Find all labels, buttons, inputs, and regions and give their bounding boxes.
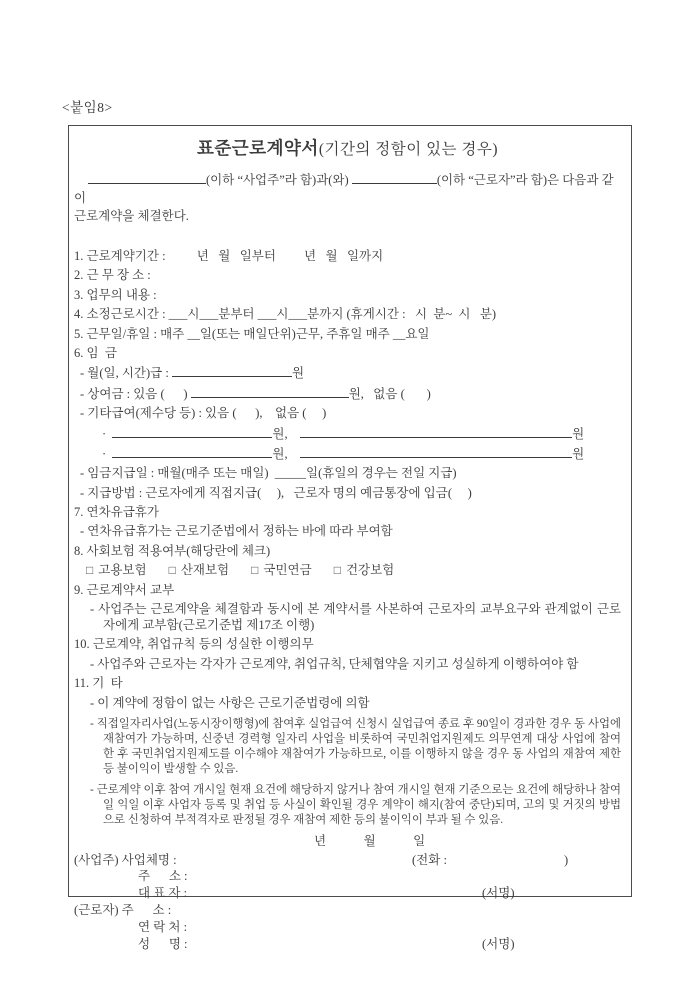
won-label: 원,: [272, 446, 291, 461]
item-duties: 3. 업무의 내용 :: [74, 287, 157, 302]
employer-phone-label: (전화 :: [412, 852, 447, 867]
etc-law-body: - 이 계약에 정함이 없는 사항은 근로기준법령에 의함: [90, 695, 370, 710]
contract-form-box: [68, 125, 632, 951]
checkbox-icon: □: [251, 563, 259, 578]
employer-company-label: (사업주) 사업체명 :: [74, 852, 177, 867]
faithful-performance-body: - 사업주와 근로자는 각자가 근로계약, 취업규칙, 단체협약을 지키고 성실하게 이행하여야 함: [90, 656, 579, 671]
etc-note-eligibility: - 근로계약 이후 참여 개시일 현재 요건에 해당하지 않거나 참여 개시일 현재 기준으로는 요건에 해당하나 참여일 익일 이후 사업자 등록 및 취업 등 사실이 확인될 경우 계약이 해지(참여 중단)되며, 고의 및 거짓의 방법으로 신청하여 부적격자로 판정될 경우 재참여 제한 등의 불이익이 부과 될 수 있음.: [90, 783, 621, 826]
item-etc-header: 11. 기 타: [74, 676, 123, 691]
won-label: 원: [572, 426, 585, 441]
insurance-option-label: 국민연금: [263, 563, 312, 578]
bullet-dot-icon: ·: [102, 426, 113, 441]
date-line: 년 월 일: [314, 833, 426, 848]
item-contract-delivery-header: 9. 근로계약서 교부: [74, 582, 175, 597]
other-pay-detail-row: [102, 445, 621, 462]
wage-amount-blank-field: [172, 364, 292, 377]
contract-body: [74, 248, 621, 952]
contract-title: [74, 135, 621, 160]
signature-block: [74, 852, 621, 953]
insurance-option-label: 산재보험: [180, 563, 230, 578]
other-pay-blank-field: [300, 445, 572, 458]
other-pay-blank-field: [112, 425, 272, 438]
intro-worker-clause: (이하 “근로자”라 함)은 다음과 같이: [74, 173, 614, 205]
etc-note-direct-job-program: - 직접일자리사업(노동시장이행형)에 참여후 실업급여 신청시 실업급여 종료 후 90일이 경과한 경우 동 사업에 재참여가 가능하며, 신중년 경력형 일자리 사업을 비롯하여 국민취업지원제도 의무연계 대상 사업에 참여한 후 국민취업지원제도를 이수해야 재참여가 가능하므로, 이를 이행하지 않을 경우 동 사업의 재참여 제한 등 불이익이 발생할 수 있음.: [90, 717, 621, 775]
signature-label: (서명): [482, 936, 515, 951]
other-pay-line: - 기타급여(제수당 등) : 있음 ( ), 없음 ( ): [80, 406, 327, 421]
employer-representative-line: [74, 885, 621, 902]
other-pay-blank-field: [112, 445, 272, 458]
contract-delivery-body: - 사업주는 근로계약을 체결함과 동시에 본 계약서를 사본하여 근로자의 교부요구와 관계없이 근로자에게 교부함(근로기준법 제17조 이행): [90, 602, 621, 633]
other-pay-detail-row: [102, 425, 621, 442]
worker-name-line: [74, 936, 621, 953]
pay-method-line: - 지급방법 : 근로자에게 직접지급( ), 근로자 명의 예금통장에 입금( ): [80, 485, 472, 500]
intro-line2: 근로계약을 체결한다.: [74, 209, 189, 223]
worker-address-line: (근로자) 주 소 :: [74, 902, 172, 917]
employer-company-line: [74, 852, 621, 869]
checkbox-icon: □: [333, 563, 341, 578]
employer-name-blank-field: [88, 171, 206, 184]
item-social-insurance-header: 8. 사회보험 적용여부(해당란에 체크): [74, 543, 271, 558]
insurance-option-label: 고용보험: [98, 563, 147, 578]
contract-title-main: 표준근로계약서: [196, 138, 319, 158]
won-label: 원,: [272, 426, 291, 441]
wage-base-line: [80, 364, 621, 381]
bonus-amount-blank-field: [191, 385, 349, 398]
item-annual-leave-header: 7. 연차유급휴가: [74, 505, 159, 520]
worker-name-label: 성 명 :: [138, 936, 188, 951]
worker-name-blank-field: [352, 171, 437, 184]
intro-paragraph: [74, 171, 621, 225]
attachment-label: <붙임8>: [62, 100, 113, 115]
employer-phone-close: ): [564, 852, 569, 867]
wage-base-unit: 원: [291, 366, 305, 381]
bonus-line: [80, 385, 621, 402]
bonus-label: - 상여금 : 있음 ( ): [80, 386, 191, 401]
contract-title-sub: (기간의 정함이 있는 경우): [318, 141, 499, 158]
worker-contact-line: 연 락 처 :: [138, 919, 188, 934]
signature-label: (서명): [482, 886, 515, 901]
insurance-checkbox-row: [86, 562, 621, 578]
employer-representative-label: 대 표 자 :: [138, 886, 188, 901]
bullet-dot-icon: ·: [102, 446, 113, 461]
annual-leave-body: - 연차유급휴가는 근로기준법에서 정하는 바에 따라 부여함: [80, 524, 393, 539]
item-contract-period: 1. 근로계약기간 : 년 월 일부터 년 월 일까지: [74, 249, 384, 263]
item-wage-header: 6. 임 금: [74, 345, 117, 360]
payday-line: - 임금지급일 : 매월(매주 또는 매일) _____일(휴일의 경우는 전일 지급): [80, 466, 457, 481]
checkbox-icon: □: [86, 563, 94, 578]
item-workdays-holiday: 5. 근무일/휴일 : 매주 __일(또는 매일단위)근무, 주휴일 매주 __요일: [74, 326, 430, 341]
wage-base-label: - 월(일, 시간)급 :: [80, 366, 172, 381]
item-working-hours: 4. 소정근로시간 : ___시___분부터 ___시___분까지 (휴게시간 : 시 분~ 시 분): [74, 307, 497, 322]
intro-employer-clause: (이하 “사업주”라 함)과(와): [206, 173, 352, 187]
bonus-tail: 원, 없음 ( ): [348, 386, 431, 401]
other-pay-blank-field: [300, 425, 572, 438]
employer-address-line: 주 소 :: [138, 869, 188, 884]
item-faithful-performance-header: 10. 근로계약, 취업규칙 등의 성실한 이행의무: [74, 637, 314, 652]
won-label: 원: [572, 446, 585, 461]
insurance-option-label: 건강보험: [345, 563, 395, 578]
item-workplace: 2. 근 무 장 소 :: [74, 268, 151, 283]
checkbox-icon: □: [168, 563, 176, 578]
